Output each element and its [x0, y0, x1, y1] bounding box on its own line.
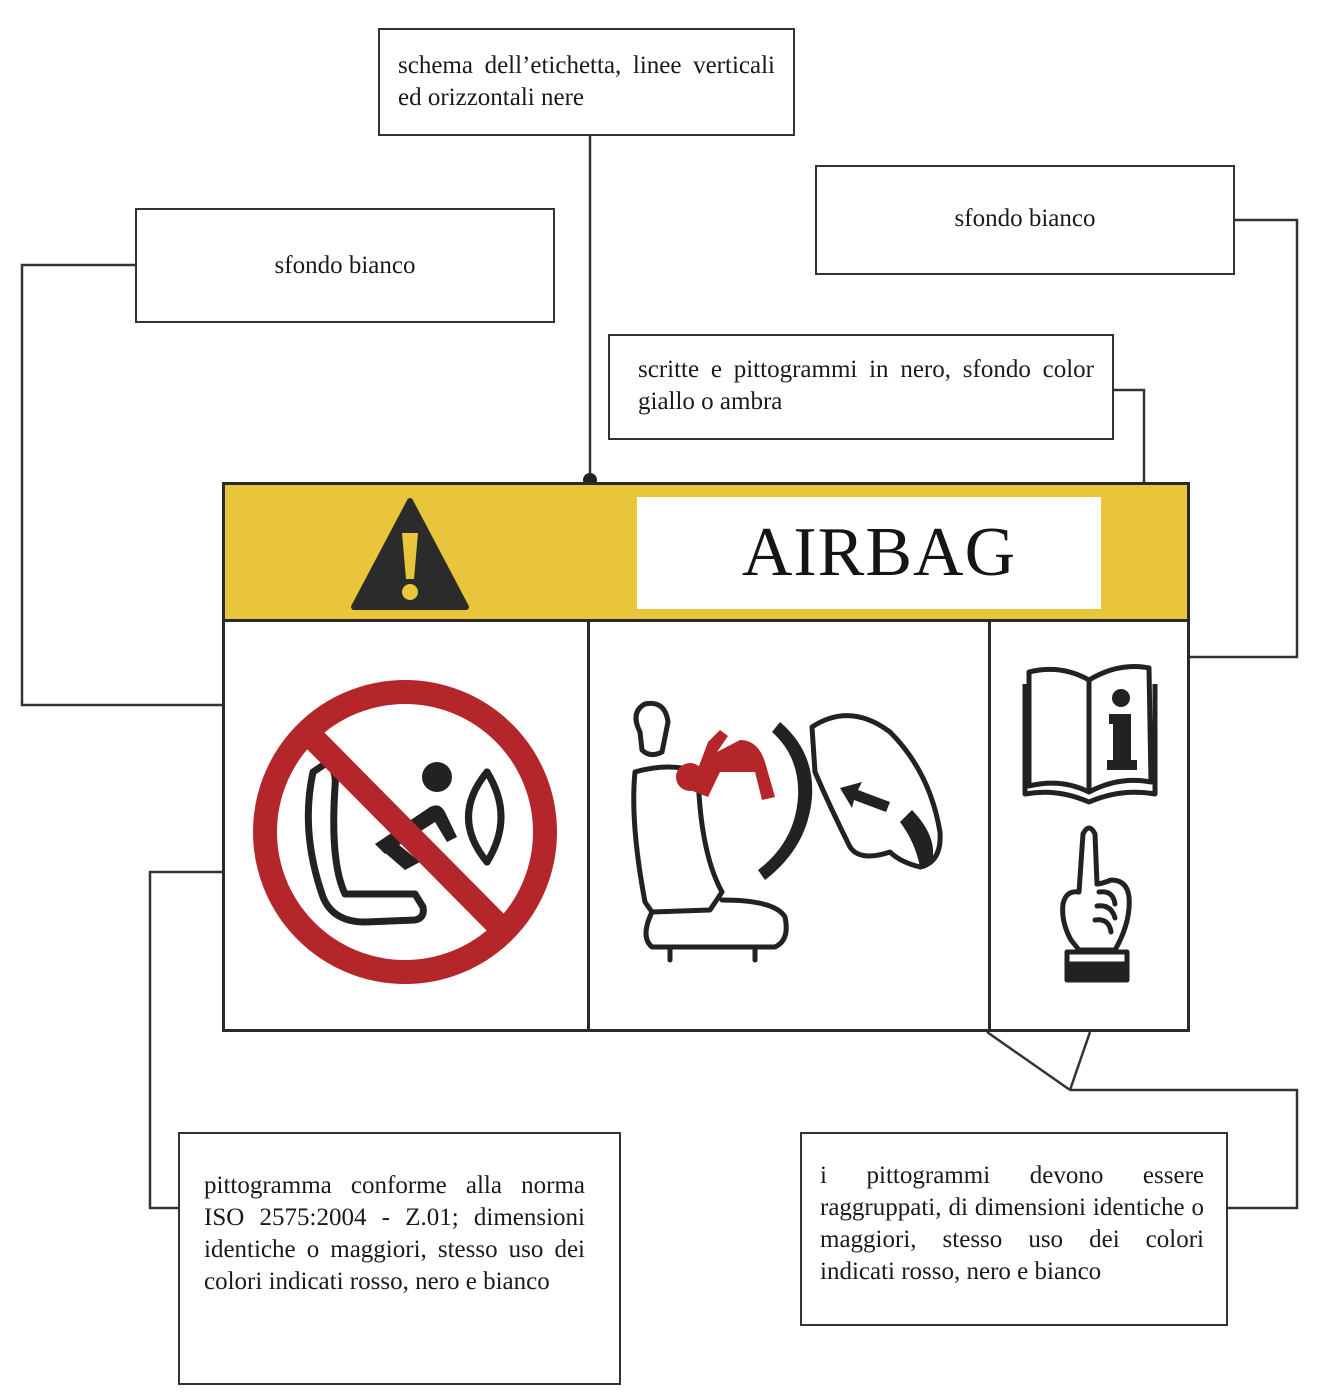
label-header	[225, 485, 1187, 622]
connector-bottom-right-b	[1070, 1032, 1090, 1090]
connector-left	[22, 265, 222, 705]
callout-iso-pictogram	[178, 1132, 621, 1385]
airbag-deployment-icon	[590, 622, 988, 1029]
connector-right	[1190, 220, 1297, 657]
airbag-warning-label	[222, 482, 1190, 1032]
callout-white-background-left-text: sfondo bianco	[274, 252, 416, 279]
no-rear-facing-child-seat-icon	[225, 622, 587, 1029]
label-title: AIRBAG	[741, 514, 1017, 591]
callout-white-background-right-text: sfondo bianco	[954, 205, 1096, 232]
callout-white-background-left	[135, 208, 555, 323]
callout-grouped-pictograms-text: i pittogrammi devono essere raggruppati, di dimensioni identiche o maggiori, stesso uso dei colori indicati rosso, nero e bianco	[820, 1162, 1204, 1285]
callout-header-colors-text: scritte e pittogrammi in nero, sfondo color giallo o ambra	[638, 356, 1094, 415]
callout-header-colors	[608, 334, 1114, 440]
pictogram-cell-airbag-deployment	[590, 622, 991, 1029]
callout-white-background-right	[815, 165, 1235, 275]
callout-iso-pictogram-text: pittogramma conforme alla norma ISO 2575:2004 - Z.01; dimensioni identiche o maggiori, stesso uso dei colori indicati rosso, nero e bianco	[204, 1172, 585, 1295]
connector-header	[1114, 390, 1144, 482]
title-box	[637, 497, 1101, 609]
connector-bottom-right-a	[987, 1032, 1070, 1090]
pictogram-cell-no-child-seat	[225, 622, 590, 1029]
warning-triangle-icon	[349, 493, 471, 615]
read-manual-icon	[991, 622, 1187, 832]
callout-label-scheme	[378, 28, 795, 136]
callout-grouped-pictograms	[800, 1132, 1228, 1326]
pictogram-cell-read-manual	[991, 622, 1187, 1029]
callout-label-scheme-text: schema dell’etichetta, linee verticali ed orizzontali nere	[398, 52, 775, 111]
